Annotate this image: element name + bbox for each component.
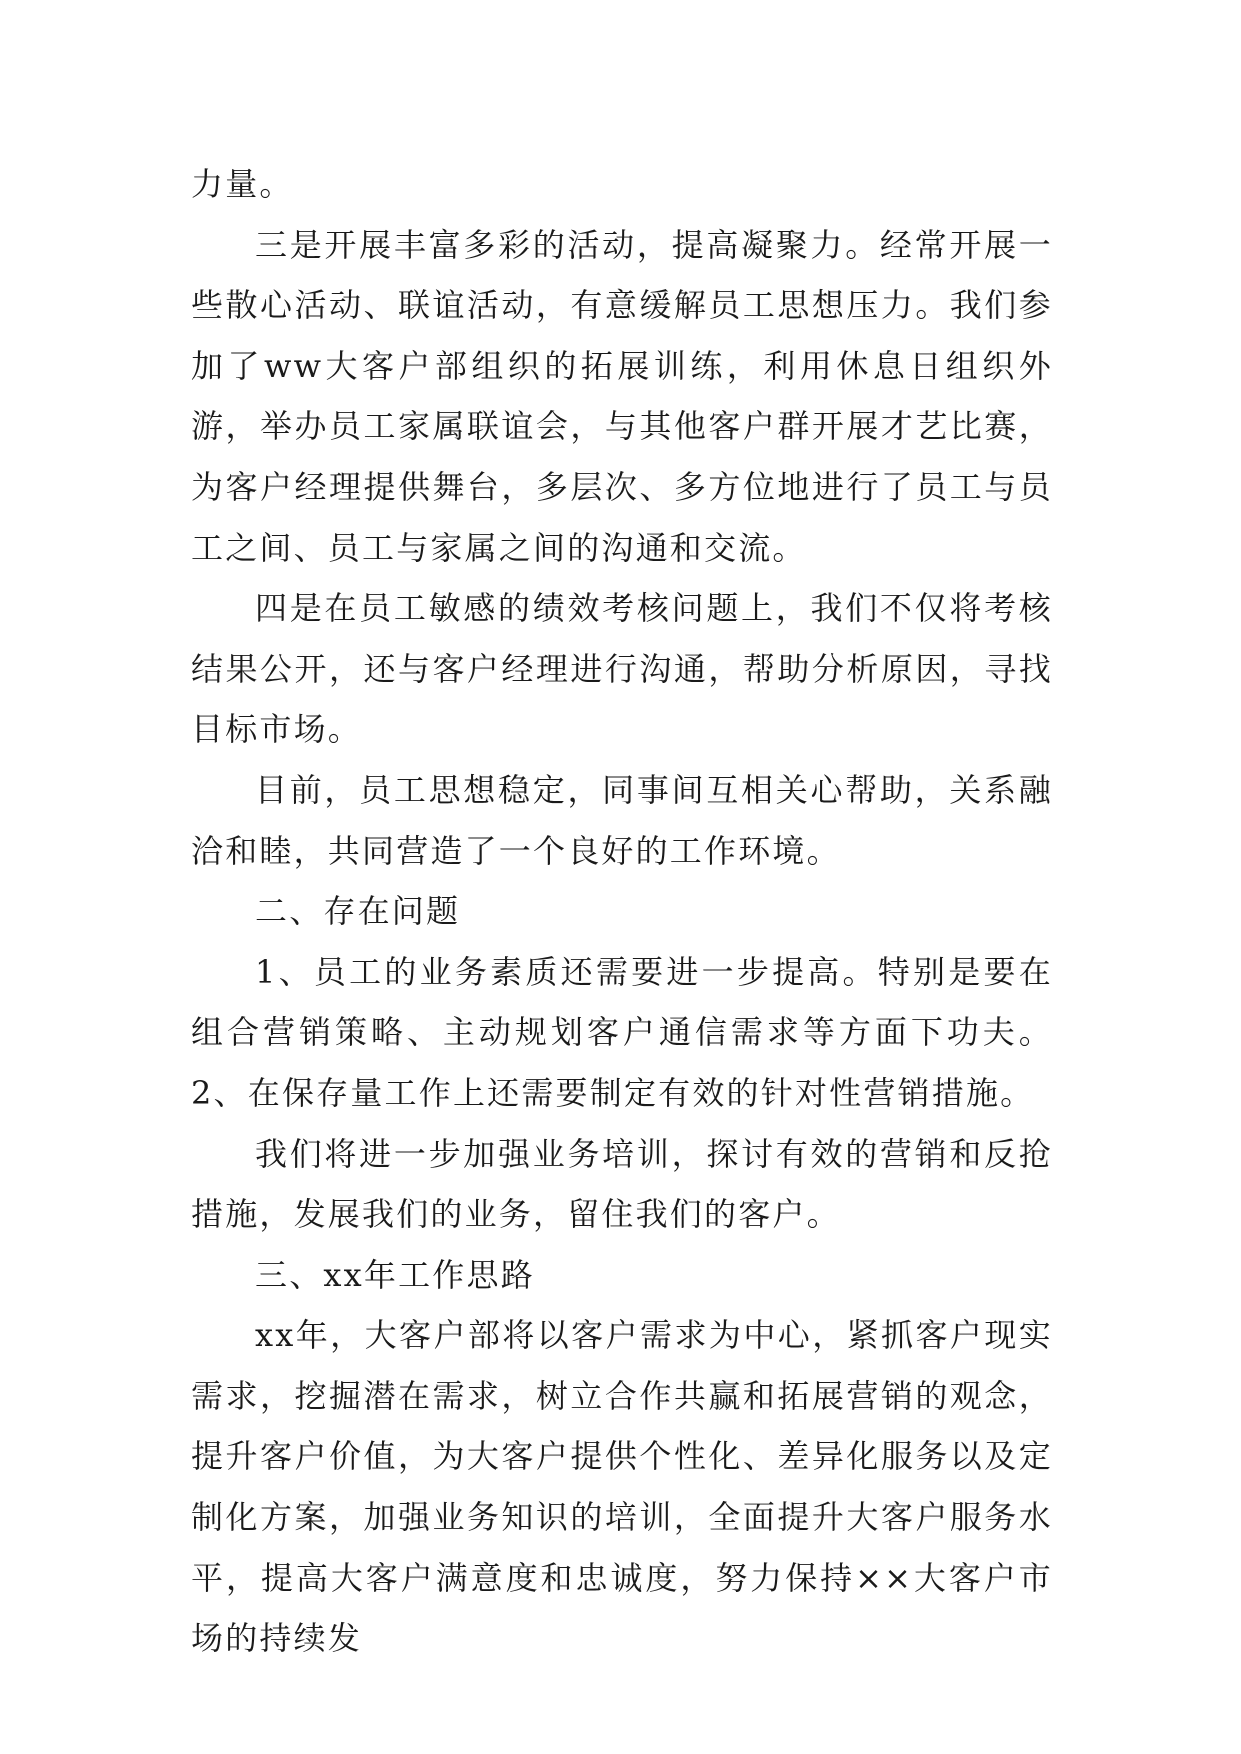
paragraph-continuation: 力量。: [191, 165, 294, 203]
paragraph-work-plan: xx年，大客户部将以客户需求为中心，紧抓客户现实需求，挖掘潜在需求，树立合作共赢和拓展营销的观念，提升客户价值，为大客户提供个性化、差异化服务以及定制化方案，加强业务知识的培训，全面提升大客户服务水平，提高大客户满意度和忠诚度，努力保持××大客户市场的持续发: [191, 1316, 1053, 1658]
paragraph-activities: 三是开展丰富多彩的活动，提高凝聚力。经常开展一些散心活动、联谊活动，有意缓解员工思想压力。我们参加了ww大客户部组织的拓展训练，利用休息日组织外游，举办员工家属联谊会，与其他客户群开展才艺比赛，为客户经理提供舞台，多层次、多方位地进行了员工与员工之间、员工与家属之间的沟通和交流。: [191, 225, 1053, 567]
document-body: [191, 154, 1053, 1669]
paragraph-problems-list: 1、员工的业务素质还需要进一步提高。特别是要在组合营销策略、主动规划客户通信需求等方面下功夫。2、在保存量工作上还需要制定有效的针对性营销措施。: [191, 952, 1053, 1112]
paragraph-current-status: 目前，员工思想稳定，同事间互相关心帮助，关系融洽和睦，共同营造了一个良好的工作环境。: [191, 770, 1053, 870]
paragraph-performance: 四是在员工敏感的绩效考核问题上，我们不仅将考核结果公开，还与客户经理进行沟通，帮助分析原因，寻找目标市场。: [191, 589, 1053, 749]
section-heading-problems: 二、存在问题: [255, 892, 461, 931]
paragraph-measures: 我们将进一步加强业务培训，探讨有效的营销和反抢措施，发展我们的业务，留住我们的客户。: [191, 1134, 1053, 1234]
section-heading-work-plan: 三、xx年工作思路: [255, 1255, 535, 1294]
